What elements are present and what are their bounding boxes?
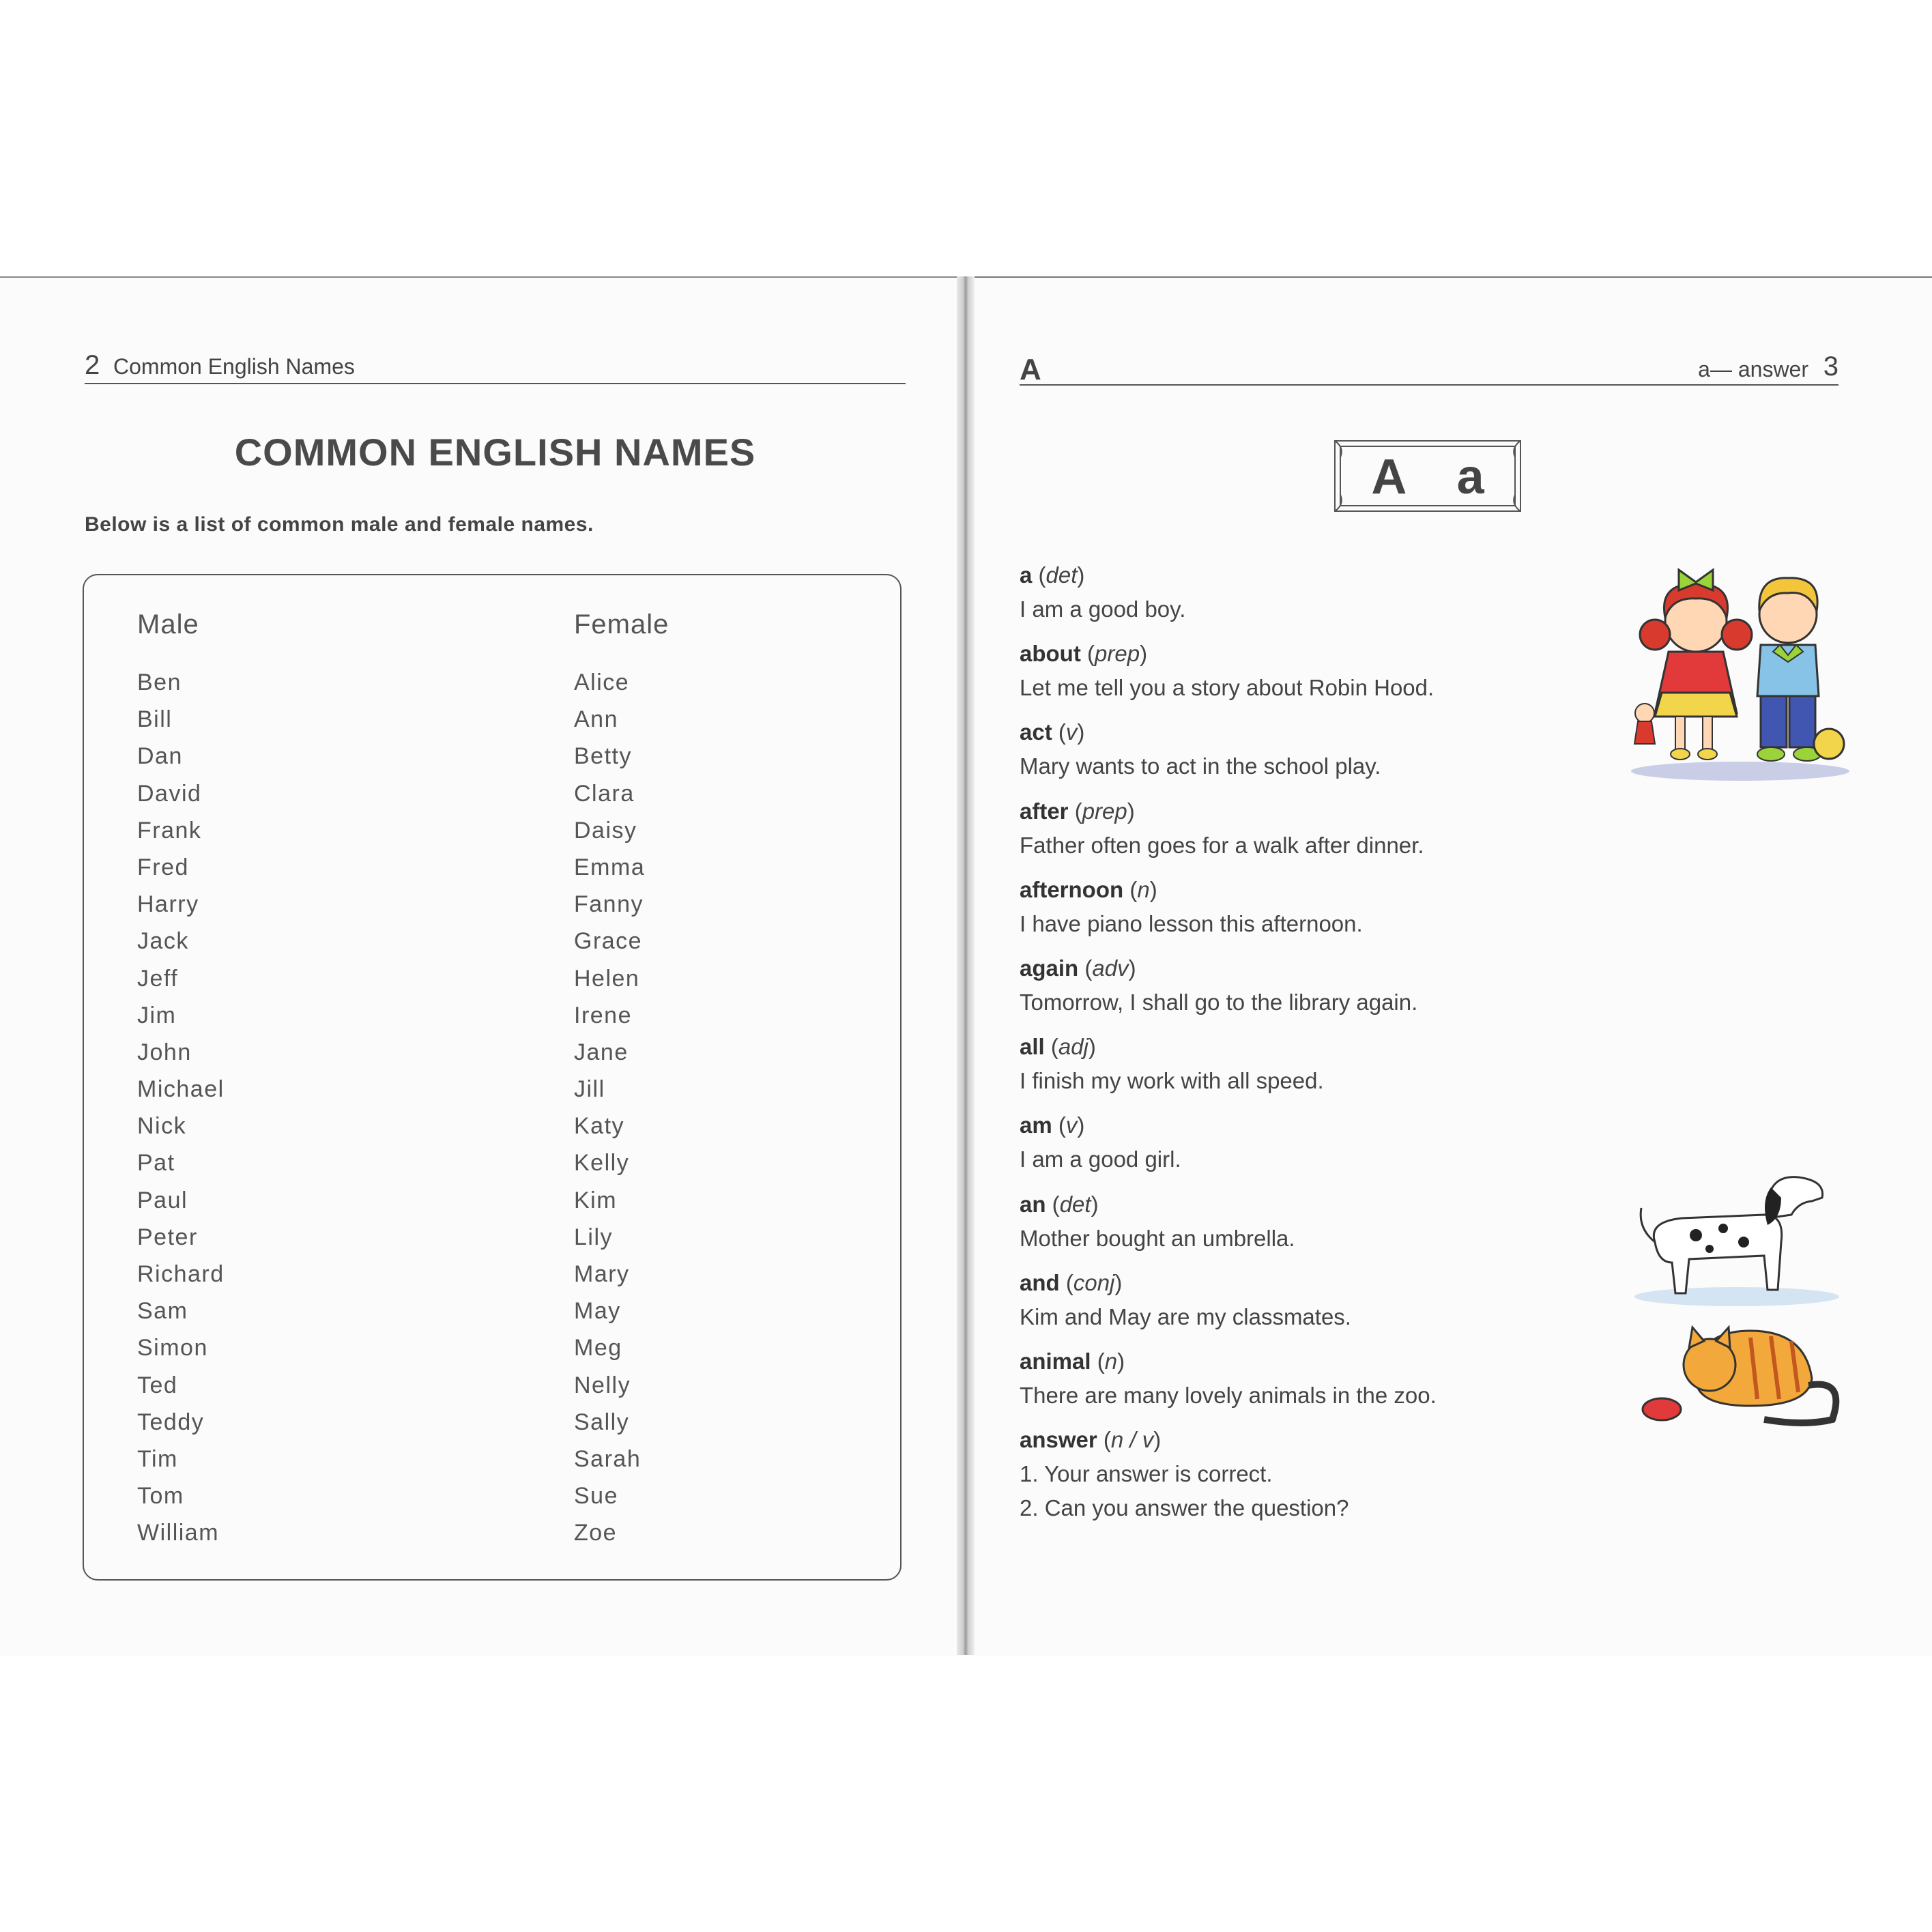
example-sentence: 1. Your answer is correct. bbox=[1020, 1461, 1273, 1487]
headword: again bbox=[1020, 955, 1079, 981]
name-item: David bbox=[137, 780, 202, 807]
headword: animal bbox=[1020, 1348, 1091, 1374]
name-item: Nelly bbox=[574, 1372, 631, 1398]
example-sentence: I am a good girl. bbox=[1020, 1147, 1181, 1172]
example-sentence: Let me tell you a story about Robin Hood. bbox=[1020, 675, 1434, 701]
name-item: Jim bbox=[137, 1002, 177, 1028]
name-item: Peter bbox=[137, 1224, 198, 1250]
example-sentence: Mary wants to act in the school play. bbox=[1020, 753, 1381, 779]
name-item: John bbox=[137, 1039, 192, 1065]
names-box bbox=[83, 574, 902, 1581]
part-of-speech: n / v bbox=[1110, 1427, 1154, 1453]
part-of-speech: conj bbox=[1073, 1269, 1115, 1295]
entry-about bbox=[1020, 637, 1579, 715]
female-names-list bbox=[574, 664, 669, 1552]
headword: answer bbox=[1020, 1427, 1097, 1453]
section-letter: A bbox=[1020, 353, 1041, 386]
entry-again bbox=[1020, 951, 1579, 1030]
part-of-speech: v bbox=[1065, 1112, 1078, 1138]
name-item: Richard bbox=[137, 1261, 225, 1287]
entry-headword-line: an (det) bbox=[1020, 1191, 1099, 1217]
name-item: Nick bbox=[137, 1113, 187, 1140]
entry-a bbox=[1020, 558, 1579, 637]
part-of-speech: n bbox=[1104, 1348, 1118, 1374]
name-item: Jack bbox=[137, 928, 189, 955]
headword: after bbox=[1020, 798, 1069, 824]
example-sentence: There are many lovely animals in the zoo. bbox=[1020, 1382, 1437, 1408]
entry-an bbox=[1020, 1187, 1579, 1266]
entry-headword-line: all (adj) bbox=[1020, 1034, 1096, 1060]
headword: afternoon bbox=[1020, 876, 1124, 902]
entry-headword-line: about (prep) bbox=[1020, 641, 1148, 667]
name-item: Ted bbox=[137, 1372, 178, 1398]
example-sentence: Kim and May are my classmates. bbox=[1020, 1303, 1351, 1329]
entry-am bbox=[1020, 1108, 1579, 1187]
part-of-speech: adv bbox=[1092, 955, 1129, 981]
entry-after bbox=[1020, 794, 1579, 873]
name-item: Sarah bbox=[574, 1445, 641, 1472]
entry-headword-line: answer (n / v) bbox=[1020, 1427, 1162, 1453]
example-sentence: I am a good boy. bbox=[1020, 596, 1186, 622]
headword: all bbox=[1020, 1034, 1045, 1060]
male-names-list bbox=[137, 664, 225, 1552]
entry-headword-line: am (v) bbox=[1020, 1112, 1085, 1138]
name-item: Sally bbox=[574, 1409, 630, 1435]
name-item: Fred bbox=[137, 854, 189, 880]
entry-and bbox=[1020, 1266, 1579, 1344]
name-item: Grace bbox=[574, 928, 643, 955]
part-of-speech: prep bbox=[1082, 798, 1127, 824]
book-gutter bbox=[957, 276, 975, 1655]
name-item: Irene bbox=[574, 1002, 632, 1028]
male-column bbox=[137, 609, 225, 1552]
big-letter: A a bbox=[1371, 450, 1503, 504]
name-item: Ben bbox=[137, 669, 182, 695]
headword: act bbox=[1020, 719, 1052, 745]
headword: an bbox=[1020, 1191, 1046, 1217]
example-sentence: I have piano lesson this afternoon. bbox=[1020, 910, 1363, 936]
male-heading: Male bbox=[137, 609, 199, 639]
name-item: William bbox=[137, 1520, 220, 1546]
name-item: Tim bbox=[137, 1445, 178, 1472]
name-item: Dan bbox=[137, 743, 183, 770]
left-page-number: 2 bbox=[85, 350, 100, 380]
entry-all bbox=[1020, 1030, 1579, 1108]
left-running-title: Common English Names bbox=[113, 354, 355, 379]
name-item: Clara bbox=[574, 780, 635, 807]
name-item: Katy bbox=[574, 1113, 625, 1140]
example-sentence: I finish my work with all speed. bbox=[1020, 1068, 1324, 1094]
name-item: Emma bbox=[574, 854, 646, 880]
part-of-speech: det bbox=[1046, 562, 1078, 588]
name-item: Tom bbox=[137, 1483, 184, 1510]
part-of-speech: adj bbox=[1058, 1034, 1088, 1060]
name-item: Kim bbox=[574, 1187, 618, 1213]
names-title: COMMON ENGLISH NAMES bbox=[234, 431, 756, 474]
part-of-speech: prep bbox=[1095, 641, 1140, 667]
female-heading: Female bbox=[574, 609, 669, 639]
entry-headword-line: afternoon (n) bbox=[1020, 876, 1157, 902]
name-item: Sue bbox=[574, 1483, 618, 1510]
page-range: a— answer bbox=[1698, 357, 1808, 381]
entry-act bbox=[1020, 715, 1579, 794]
entry-headword-line: animal (n) bbox=[1020, 1348, 1125, 1374]
entry-animal bbox=[1020, 1344, 1579, 1423]
name-item: Simon bbox=[137, 1335, 208, 1361]
name-item: Jane bbox=[574, 1039, 629, 1065]
part-of-speech: v bbox=[1065, 719, 1078, 745]
animals-illustration bbox=[1628, 1160, 1853, 1447]
entry-headword-line: act (v) bbox=[1020, 719, 1085, 745]
entry-headword-line: again (adv) bbox=[1020, 955, 1136, 981]
name-item: Ann bbox=[574, 706, 618, 733]
name-item: Teddy bbox=[137, 1409, 205, 1435]
name-item: Frank bbox=[137, 817, 202, 844]
right-page-number: 3 bbox=[1823, 351, 1839, 381]
entry-answer bbox=[1020, 1423, 1579, 1521]
example-sentence: Tomorrow, I shall go to the library again. bbox=[1020, 989, 1418, 1015]
entry-headword-line: a (det) bbox=[1020, 562, 1085, 588]
entry-afternoon bbox=[1020, 873, 1579, 951]
name-item: Paul bbox=[137, 1187, 188, 1213]
headword: and bbox=[1020, 1269, 1060, 1295]
names-subtitle: Below is a list of common male and female names. bbox=[85, 513, 594, 536]
entry-headword-line: and (conj) bbox=[1020, 1269, 1123, 1295]
example-sentence: 2. Can you answer the question? bbox=[1020, 1495, 1349, 1521]
name-item: Lily bbox=[574, 1224, 614, 1250]
name-item: Jill bbox=[574, 1076, 605, 1103]
name-item: May bbox=[574, 1298, 621, 1325]
name-item: Helen bbox=[574, 965, 640, 992]
name-item: Jeff bbox=[137, 965, 179, 992]
name-item: Michael bbox=[137, 1076, 225, 1103]
name-item: Alice bbox=[574, 669, 630, 695]
name-item: Kelly bbox=[574, 1150, 630, 1177]
headword: am bbox=[1020, 1112, 1052, 1138]
female-column bbox=[574, 609, 669, 1552]
name-item: Sam bbox=[137, 1298, 188, 1325]
name-item: Mary bbox=[574, 1261, 630, 1287]
dictionary-entries bbox=[1020, 558, 1579, 1521]
part-of-speech: det bbox=[1059, 1191, 1091, 1217]
headword: about bbox=[1020, 641, 1081, 667]
right-running-head bbox=[1020, 345, 1839, 386]
name-item: Pat bbox=[137, 1150, 175, 1177]
big-letter-banner bbox=[1331, 437, 1525, 515]
name-item: Fanny bbox=[574, 891, 644, 918]
name-item: Zoe bbox=[574, 1520, 618, 1546]
name-item: Bill bbox=[137, 706, 173, 733]
example-sentence: Mother bought an umbrella. bbox=[1020, 1225, 1295, 1251]
name-item: Betty bbox=[574, 743, 632, 770]
name-item: Meg bbox=[574, 1335, 622, 1361]
children-illustration bbox=[1624, 556, 1849, 781]
name-item: Daisy bbox=[574, 817, 637, 844]
part-of-speech: n bbox=[1137, 876, 1150, 902]
left-running-head bbox=[85, 345, 906, 384]
headword: a bbox=[1020, 562, 1033, 588]
entry-headword-line: after (prep) bbox=[1020, 798, 1135, 824]
example-sentence: Father often goes for a walk after dinner. bbox=[1020, 832, 1424, 858]
name-item: Harry bbox=[137, 891, 199, 918]
